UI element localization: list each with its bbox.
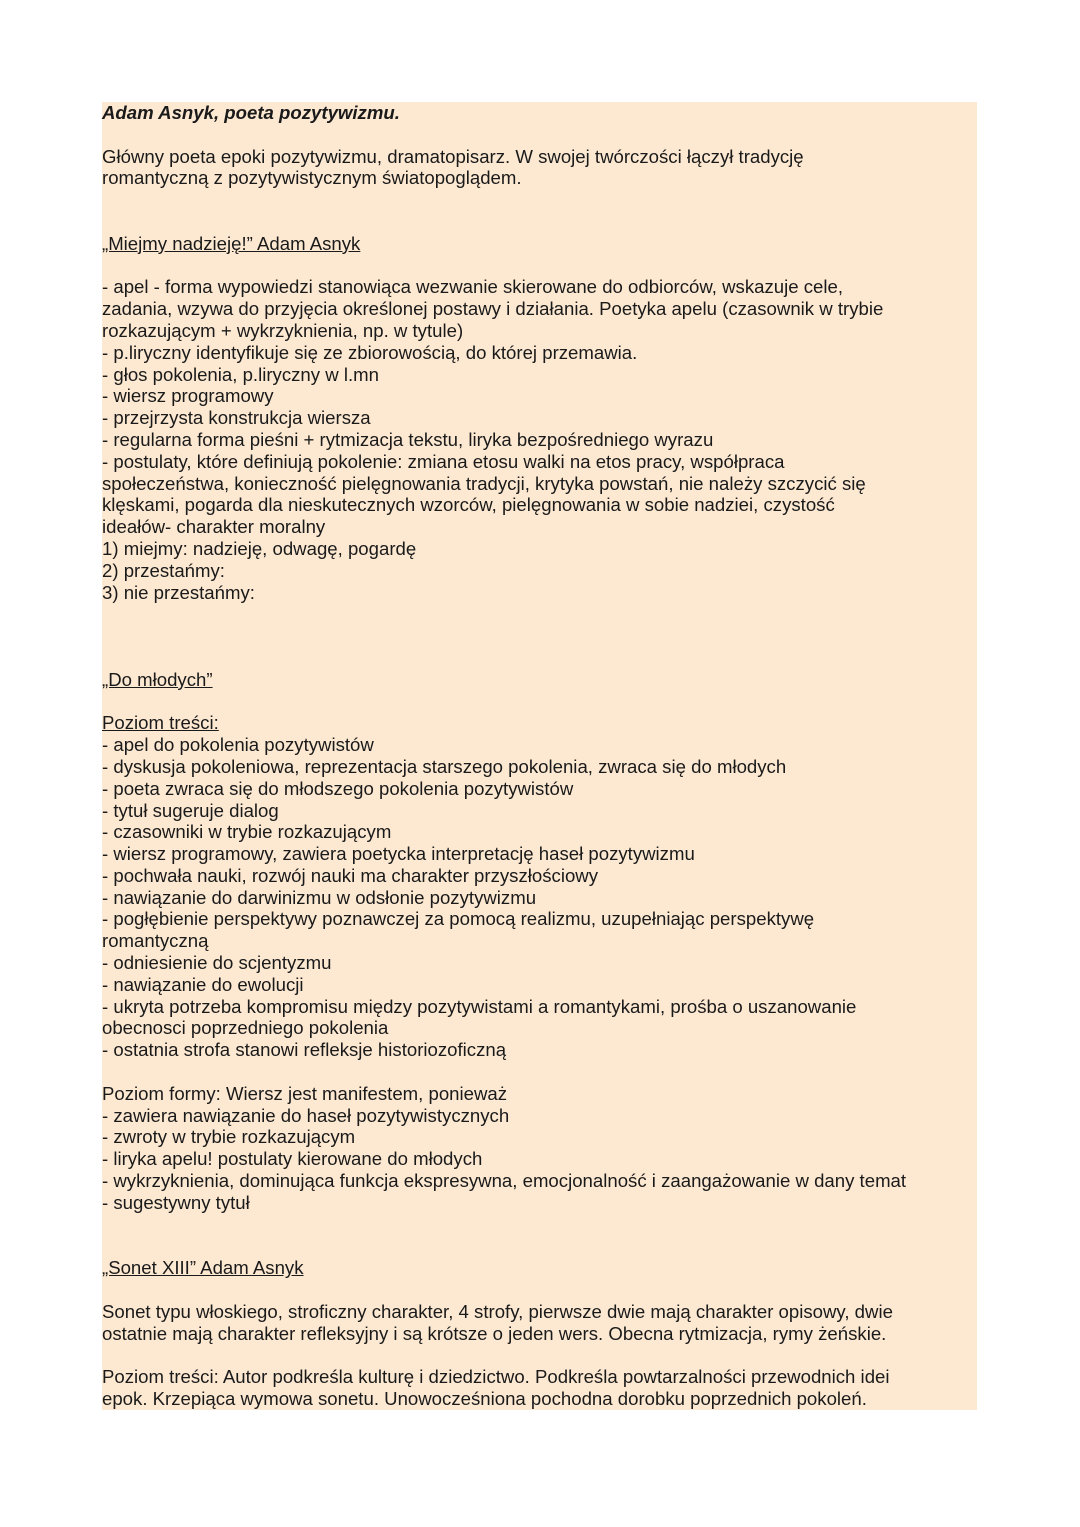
- subsection-heading: Poziom treści:: [102, 712, 219, 734]
- note-line: ostatnie mają charakter refleksyjny i są krótsze o jeden wers. Obecna rytmizacja, rymy żeńskie.: [102, 1322, 887, 1344]
- note-line: 1) miejmy: nadzieję, odwagę, pogardę: [102, 537, 417, 559]
- note-line: - pogłębienie perspektywy poznawczej za pomocą realizmu, uzupełniając perspektywę: [102, 908, 815, 930]
- section-do-mlodych: [102, 669, 977, 1214]
- note-line: - nawiązanie do ewolucji: [102, 973, 304, 995]
- section-heading: „Miejmy nadzieję!” Adam Asnyk: [102, 232, 361, 254]
- note-line: - ostatnia strofa stanowi refleksje historiozoficzną: [102, 1039, 507, 1061]
- note-line: - nawiązanie do darwinizmu w odsłonie pozytywizmu: [102, 886, 537, 908]
- note-line: - wykrzyknienia, dominująca funkcja ekspresywna, emocjonalność i zaangażowanie w dany temat: [102, 1170, 907, 1192]
- note-line: - wiersz programowy: [102, 385, 274, 407]
- note-line: ideałów- charakter moralny: [102, 516, 326, 538]
- section-miejmy-nadzieje: [102, 233, 977, 604]
- note-line: - ukryta potrzeba kompromisu między pozytywistami a romantykami, prośba o uszanowanie: [102, 995, 857, 1017]
- note-line: 3) nie przestańmy:: [102, 581, 255, 603]
- document-page: [102, 102, 977, 1410]
- note-line: 2) przestańmy:: [102, 559, 225, 581]
- note-line: - regularna forma pieśni + rytmizacja tekstu, liryka bezpośredniego wyrazu: [102, 428, 714, 450]
- note-line: - sugestywny tytuł: [102, 1191, 250, 1213]
- note-line: - odniesienie do scjentyzmu: [102, 952, 332, 974]
- section-heading: „Sonet XIII” Adam Asnyk: [102, 1257, 304, 1279]
- note-line: Poziom formy: Wiersz jest manifestem, ponieważ: [102, 1082, 508, 1104]
- note-line: - poeta zwraca się do młodszego pokolenia pozytywistów: [102, 777, 574, 799]
- note-line: klęskami, pogarda dla nieskutecznych wzorców, pielęgnowania w sobie nadziei, czystość: [102, 494, 835, 516]
- note-line: - postulaty, które definiują pokolenie: zmiana etosu walki na etos pracy, współpraca: [102, 450, 785, 472]
- note-line: - pochwała nauki, rozwój nauki ma charakter przyszłościowy: [102, 864, 599, 886]
- note-line: Poziom treści: Autor podkreśla kulturę i dziedzictwo. Podkreśla powtarzalności przewodnich idei: [102, 1366, 890, 1388]
- intro-line: Główny poeta epoki pozytywizmu, dramatopisarz. W swojej twórczości łączył tradycję: [102, 145, 804, 167]
- intro-paragraph: [102, 146, 977, 190]
- note-line: - apel - forma wypowiedzi stanowiąca wezwanie skierowane do odbiorców, wskazuje cele,: [102, 276, 844, 298]
- section-heading: „Do młodych”: [102, 668, 213, 690]
- note-line: - wiersz programowy, zawiera poetycka interpretację haseł pozytywizmu: [102, 843, 695, 865]
- note-line: - liryka apelu! postulaty kierowane do młodych: [102, 1148, 483, 1170]
- note-line: - apel do pokolenia pozytywistów: [102, 734, 374, 756]
- note-line: - p.liryczny identyfikuje się ze zbiorowością, do której przemawia.: [102, 341, 638, 363]
- note-line: - dyskusja pokoleniowa, reprezentacja starszego pokolenia, zwraca się do młodych: [102, 755, 787, 777]
- note-line: - zawiera nawiązanie do haseł pozytywistycznych: [102, 1104, 510, 1126]
- note-line: obecnosci poprzedniego pokolenia: [102, 1017, 389, 1039]
- section-sonet-xiii: [102, 1257, 977, 1410]
- note-line: epok. Krzepiąca wymowa sonetu. Unowocześniona pochodna dorobku poprzednich pokoleń.: [102, 1388, 867, 1410]
- note-line: rozkazującym + wykrzyknienia, np. w tytule): [102, 319, 464, 341]
- note-line: zadania, wzywa do przyjęcia określonej postawy i działania. Poetyka apelu (czasownik w trybie: [102, 298, 884, 320]
- note-line: - przejrzysta konstrukcja wiersza: [102, 407, 371, 429]
- intro-line: romantyczną z pozytywistycznym światopoglądem.: [102, 167, 522, 189]
- note-line: - głos pokolenia, p.liryczny w l.mn: [102, 363, 379, 385]
- note-line: Sonet typu włoskiego, stroficzny charakter, 4 strofy, pierwsze dwie mają charakter opisowy, dwie: [102, 1300, 893, 1322]
- note-line: - tytuł sugeruje dialog: [102, 799, 279, 821]
- note-line: społeczeństwa, konieczność pielęgnowania tradycji, krytyka powstań, nie należy szczycić się: [102, 472, 866, 494]
- note-line: - czasowniki w trybie rozkazującym: [102, 821, 392, 843]
- note-line: - zwroty w trybie rozkazującym: [102, 1126, 356, 1148]
- note-line: romantyczną: [102, 930, 209, 952]
- document-title: Adam Asnyk, poeta pozytywizmu.: [102, 102, 400, 123]
